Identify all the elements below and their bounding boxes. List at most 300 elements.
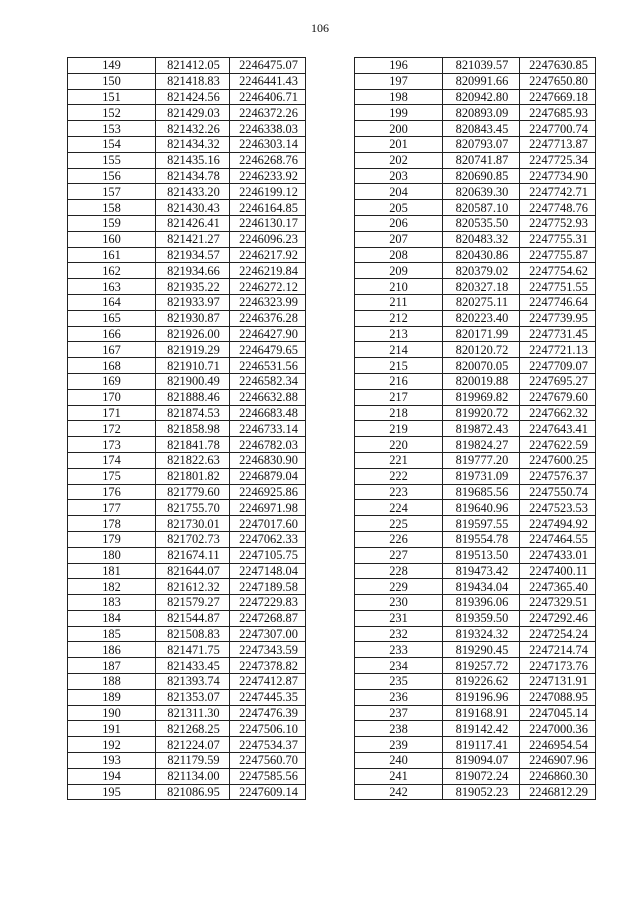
y-coordinate-cell: 2246303.14 xyxy=(230,136,306,152)
coordinate-table-left xyxy=(67,57,306,800)
x-coordinate-cell: 821435.16 xyxy=(156,152,230,168)
point-number-cell: 155 xyxy=(68,152,156,168)
y-coordinate-cell: 2246338.03 xyxy=(230,121,306,137)
table-row xyxy=(68,279,306,295)
point-number-cell: 203 xyxy=(355,168,443,184)
table-row xyxy=(68,73,306,89)
y-coordinate-cell: 2247550.74 xyxy=(520,484,596,500)
point-number-cell: 162 xyxy=(68,263,156,279)
y-coordinate-cell: 2246782.03 xyxy=(230,437,306,453)
point-number-cell: 228 xyxy=(355,563,443,579)
table-row xyxy=(355,358,596,374)
table-row xyxy=(68,626,306,642)
y-coordinate-cell: 2246427.90 xyxy=(230,326,306,342)
x-coordinate-cell: 821919.29 xyxy=(156,342,230,358)
point-number-cell: 160 xyxy=(68,231,156,247)
table-row xyxy=(68,184,306,200)
y-coordinate-cell: 2246272.12 xyxy=(230,279,306,295)
point-number-cell: 234 xyxy=(355,658,443,674)
y-coordinate-cell: 2246954.54 xyxy=(520,737,596,753)
table-row xyxy=(355,294,596,310)
y-coordinate-cell: 2246130.17 xyxy=(230,215,306,231)
y-coordinate-cell: 2247752.93 xyxy=(520,215,596,231)
x-coordinate-cell: 820893.09 xyxy=(443,105,520,121)
x-coordinate-cell: 821429.03 xyxy=(156,105,230,121)
table-row xyxy=(355,579,596,595)
point-number-cell: 217 xyxy=(355,389,443,405)
y-coordinate-cell: 2247229.83 xyxy=(230,595,306,611)
table-row xyxy=(68,152,306,168)
point-number-cell: 152 xyxy=(68,105,156,121)
table-row xyxy=(355,689,596,705)
table-row xyxy=(355,437,596,453)
y-coordinate-cell: 2246475.07 xyxy=(230,58,306,74)
point-number-cell: 208 xyxy=(355,247,443,263)
y-coordinate-cell: 2247685.93 xyxy=(520,105,596,121)
table-row xyxy=(68,642,306,658)
point-number-cell: 241 xyxy=(355,768,443,784)
point-number-cell: 179 xyxy=(68,531,156,547)
point-number-cell: 229 xyxy=(355,579,443,595)
point-number-cell: 230 xyxy=(355,595,443,611)
y-coordinate-cell: 2246217.92 xyxy=(230,247,306,263)
y-coordinate-cell: 2246830.90 xyxy=(230,452,306,468)
y-coordinate-cell: 2247609.14 xyxy=(230,784,306,800)
point-number-cell: 174 xyxy=(68,452,156,468)
x-coordinate-cell: 821801.82 xyxy=(156,468,230,484)
x-coordinate-cell: 821935.22 xyxy=(156,279,230,295)
x-coordinate-cell: 821612.32 xyxy=(156,579,230,595)
table-row xyxy=(68,326,306,342)
y-coordinate-cell: 2246164.85 xyxy=(230,200,306,216)
x-coordinate-cell: 820070.05 xyxy=(443,358,520,374)
x-coordinate-cell: 819554.78 xyxy=(443,531,520,547)
x-coordinate-cell: 821926.00 xyxy=(156,326,230,342)
table-row xyxy=(68,168,306,184)
y-coordinate-cell: 2246441.43 xyxy=(230,73,306,89)
point-number-cell: 193 xyxy=(68,753,156,769)
point-number-cell: 191 xyxy=(68,721,156,737)
y-coordinate-cell: 2247476.39 xyxy=(230,705,306,721)
x-coordinate-cell: 821702.73 xyxy=(156,531,230,547)
table-row xyxy=(68,421,306,437)
table-row xyxy=(355,342,596,358)
table-row xyxy=(355,279,596,295)
table-row xyxy=(68,373,306,389)
y-coordinate-cell: 2246376.28 xyxy=(230,310,306,326)
x-coordinate-cell: 819872.43 xyxy=(443,421,520,437)
point-number-cell: 239 xyxy=(355,737,443,753)
x-coordinate-cell: 820223.40 xyxy=(443,310,520,326)
point-number-cell: 161 xyxy=(68,247,156,263)
table-row xyxy=(68,547,306,563)
y-coordinate-cell: 2246531.56 xyxy=(230,358,306,374)
y-coordinate-cell: 2247131.91 xyxy=(520,674,596,690)
table-row xyxy=(68,358,306,374)
x-coordinate-cell: 820275.11 xyxy=(443,294,520,310)
y-coordinate-cell: 2247630.85 xyxy=(520,58,596,74)
y-coordinate-cell: 2247643.41 xyxy=(520,421,596,437)
y-coordinate-cell: 2247662.32 xyxy=(520,405,596,421)
x-coordinate-cell: 821433.45 xyxy=(156,658,230,674)
table-row xyxy=(68,531,306,547)
x-coordinate-cell: 820587.10 xyxy=(443,200,520,216)
x-coordinate-cell: 819513.50 xyxy=(443,547,520,563)
x-coordinate-cell: 821432.26 xyxy=(156,121,230,137)
point-number-cell: 199 xyxy=(355,105,443,121)
table-row xyxy=(68,294,306,310)
point-number-cell: 175 xyxy=(68,468,156,484)
point-number-cell: 237 xyxy=(355,705,443,721)
y-coordinate-cell: 2247045.14 xyxy=(520,705,596,721)
x-coordinate-cell: 820639.30 xyxy=(443,184,520,200)
x-coordinate-cell: 819640.96 xyxy=(443,500,520,516)
point-number-cell: 224 xyxy=(355,500,443,516)
point-number-cell: 207 xyxy=(355,231,443,247)
y-coordinate-cell: 2247105.75 xyxy=(230,547,306,563)
x-coordinate-cell: 821424.56 xyxy=(156,89,230,105)
x-coordinate-cell: 821311.30 xyxy=(156,705,230,721)
table-row xyxy=(355,389,596,405)
y-coordinate-cell: 2247464.55 xyxy=(520,531,596,547)
y-coordinate-cell: 2247746.64 xyxy=(520,294,596,310)
point-number-cell: 232 xyxy=(355,626,443,642)
x-coordinate-cell: 821779.60 xyxy=(156,484,230,500)
table-row xyxy=(68,215,306,231)
x-coordinate-cell: 819434.04 xyxy=(443,579,520,595)
x-coordinate-cell: 820120.72 xyxy=(443,342,520,358)
y-coordinate-cell: 2247088.95 xyxy=(520,689,596,705)
y-coordinate-cell: 2247523.53 xyxy=(520,500,596,516)
point-number-cell: 204 xyxy=(355,184,443,200)
point-number-cell: 198 xyxy=(355,89,443,105)
x-coordinate-cell: 819117.41 xyxy=(443,737,520,753)
table-row xyxy=(355,547,596,563)
table-row xyxy=(68,784,306,800)
y-coordinate-cell: 2246096.23 xyxy=(230,231,306,247)
point-number-cell: 242 xyxy=(355,784,443,800)
y-coordinate-cell: 2246479.65 xyxy=(230,342,306,358)
y-coordinate-cell: 2247307.00 xyxy=(230,626,306,642)
point-number-cell: 172 xyxy=(68,421,156,437)
point-number-cell: 188 xyxy=(68,674,156,690)
point-number-cell: 154 xyxy=(68,136,156,152)
table-row xyxy=(355,658,596,674)
y-coordinate-cell: 2247748.76 xyxy=(520,200,596,216)
y-coordinate-cell: 2246812.29 xyxy=(520,784,596,800)
x-coordinate-cell: 821874.53 xyxy=(156,405,230,421)
y-coordinate-cell: 2247721.13 xyxy=(520,342,596,358)
coordinate-table-right xyxy=(354,57,596,800)
table-row xyxy=(355,421,596,437)
table-row xyxy=(68,721,306,737)
point-number-cell: 183 xyxy=(68,595,156,611)
table-row xyxy=(355,737,596,753)
point-number-cell: 165 xyxy=(68,310,156,326)
x-coordinate-cell: 820171.99 xyxy=(443,326,520,342)
point-number-cell: 180 xyxy=(68,547,156,563)
x-coordinate-cell: 821471.75 xyxy=(156,642,230,658)
x-coordinate-cell: 819920.72 xyxy=(443,405,520,421)
table-row xyxy=(355,263,596,279)
y-coordinate-cell: 2247650.80 xyxy=(520,73,596,89)
x-coordinate-cell: 821755.70 xyxy=(156,500,230,516)
table-row xyxy=(355,215,596,231)
point-number-cell: 209 xyxy=(355,263,443,279)
x-coordinate-cell: 821421.27 xyxy=(156,231,230,247)
y-coordinate-cell: 2247700.74 xyxy=(520,121,596,137)
table-row xyxy=(355,674,596,690)
x-coordinate-cell: 821268.25 xyxy=(156,721,230,737)
table-row xyxy=(68,405,306,421)
y-coordinate-cell: 2247713.87 xyxy=(520,136,596,152)
x-coordinate-cell: 820843.45 xyxy=(443,121,520,137)
x-coordinate-cell: 820535.50 xyxy=(443,215,520,231)
x-coordinate-cell: 821644.07 xyxy=(156,563,230,579)
point-number-cell: 185 xyxy=(68,626,156,642)
point-number-cell: 214 xyxy=(355,342,443,358)
y-coordinate-cell: 2247494.92 xyxy=(520,516,596,532)
x-coordinate-cell: 821426.41 xyxy=(156,215,230,231)
x-coordinate-cell: 819473.42 xyxy=(443,563,520,579)
x-coordinate-cell: 821434.32 xyxy=(156,136,230,152)
y-coordinate-cell: 2247585.56 xyxy=(230,768,306,784)
table-row xyxy=(68,705,306,721)
table-row xyxy=(68,674,306,690)
point-number-cell: 194 xyxy=(68,768,156,784)
point-number-cell: 200 xyxy=(355,121,443,137)
point-number-cell: 163 xyxy=(68,279,156,295)
x-coordinate-cell: 819196.96 xyxy=(443,689,520,705)
table-row xyxy=(355,516,596,532)
table-row xyxy=(355,768,596,784)
y-coordinate-cell: 2246925.86 xyxy=(230,484,306,500)
point-number-cell: 153 xyxy=(68,121,156,137)
table-row xyxy=(68,563,306,579)
table-row xyxy=(355,610,596,626)
point-number-cell: 205 xyxy=(355,200,443,216)
point-number-cell: 213 xyxy=(355,326,443,342)
table-row xyxy=(68,200,306,216)
table-row xyxy=(68,310,306,326)
x-coordinate-cell: 820430.86 xyxy=(443,247,520,263)
y-coordinate-cell: 2247433.01 xyxy=(520,547,596,563)
y-coordinate-cell: 2247148.04 xyxy=(230,563,306,579)
point-number-cell: 170 xyxy=(68,389,156,405)
y-coordinate-cell: 2246907.96 xyxy=(520,753,596,769)
y-coordinate-cell: 2247173.76 xyxy=(520,658,596,674)
y-coordinate-cell: 2247292.46 xyxy=(520,610,596,626)
point-number-cell: 197 xyxy=(355,73,443,89)
point-number-cell: 186 xyxy=(68,642,156,658)
page-number: 106 xyxy=(311,21,329,35)
x-coordinate-cell: 819597.55 xyxy=(443,516,520,532)
y-coordinate-cell: 2247622.59 xyxy=(520,437,596,453)
table-row xyxy=(355,152,596,168)
table-row xyxy=(355,168,596,184)
table-row xyxy=(68,231,306,247)
point-number-cell: 235 xyxy=(355,674,443,690)
table-row xyxy=(355,595,596,611)
y-coordinate-cell: 2247695.27 xyxy=(520,373,596,389)
x-coordinate-cell: 821888.46 xyxy=(156,389,230,405)
point-number-cell: 166 xyxy=(68,326,156,342)
table-row xyxy=(355,626,596,642)
table-row xyxy=(68,753,306,769)
y-coordinate-cell: 2247017.60 xyxy=(230,516,306,532)
table-row xyxy=(355,705,596,721)
x-coordinate-cell: 819226.62 xyxy=(443,674,520,690)
x-coordinate-cell: 819685.56 xyxy=(443,484,520,500)
y-coordinate-cell: 2247731.45 xyxy=(520,326,596,342)
point-number-cell: 168 xyxy=(68,358,156,374)
x-coordinate-cell: 820379.02 xyxy=(443,263,520,279)
point-number-cell: 177 xyxy=(68,500,156,516)
x-coordinate-cell: 819969.82 xyxy=(443,389,520,405)
point-number-cell: 233 xyxy=(355,642,443,658)
table-row xyxy=(355,326,596,342)
table-row xyxy=(355,468,596,484)
y-coordinate-cell: 2247365.40 xyxy=(520,579,596,595)
table-row xyxy=(68,263,306,279)
x-coordinate-cell: 821933.97 xyxy=(156,294,230,310)
y-coordinate-cell: 2247506.10 xyxy=(230,721,306,737)
x-coordinate-cell: 820690.85 xyxy=(443,168,520,184)
x-coordinate-cell: 820327.18 xyxy=(443,279,520,295)
y-coordinate-cell: 2246879.04 xyxy=(230,468,306,484)
table-row xyxy=(355,105,596,121)
x-coordinate-cell: 821544.87 xyxy=(156,610,230,626)
y-coordinate-cell: 2247755.31 xyxy=(520,231,596,247)
y-coordinate-cell: 2247062.33 xyxy=(230,531,306,547)
point-number-cell: 192 xyxy=(68,737,156,753)
y-coordinate-cell: 2246372.26 xyxy=(230,105,306,121)
point-number-cell: 222 xyxy=(355,468,443,484)
x-coordinate-cell: 821412.05 xyxy=(156,58,230,74)
point-number-cell: 164 xyxy=(68,294,156,310)
y-coordinate-cell: 2247445.35 xyxy=(230,689,306,705)
x-coordinate-cell: 820741.87 xyxy=(443,152,520,168)
point-number-cell: 240 xyxy=(355,753,443,769)
y-coordinate-cell: 2246268.76 xyxy=(230,152,306,168)
x-coordinate-cell: 821934.57 xyxy=(156,247,230,263)
point-number-cell: 195 xyxy=(68,784,156,800)
table-row xyxy=(68,121,306,137)
point-number-cell: 220 xyxy=(355,437,443,453)
point-number-cell: 202 xyxy=(355,152,443,168)
table-row xyxy=(68,136,306,152)
table-row xyxy=(355,484,596,500)
x-coordinate-cell: 821418.83 xyxy=(156,73,230,89)
y-coordinate-cell: 2247679.60 xyxy=(520,389,596,405)
table-row xyxy=(68,452,306,468)
point-number-cell: 210 xyxy=(355,279,443,295)
y-coordinate-cell: 2247400.11 xyxy=(520,563,596,579)
x-coordinate-cell: 819396.06 xyxy=(443,595,520,611)
x-coordinate-cell: 821393.74 xyxy=(156,674,230,690)
x-coordinate-cell: 821086.95 xyxy=(156,784,230,800)
table-row xyxy=(355,310,596,326)
x-coordinate-cell: 821910.71 xyxy=(156,358,230,374)
table-row xyxy=(68,768,306,784)
table-row xyxy=(68,105,306,121)
table-row xyxy=(355,136,596,152)
x-coordinate-cell: 820991.66 xyxy=(443,73,520,89)
x-coordinate-cell: 821508.83 xyxy=(156,626,230,642)
point-number-cell: 181 xyxy=(68,563,156,579)
point-number-cell: 182 xyxy=(68,579,156,595)
y-coordinate-cell: 2247739.95 xyxy=(520,310,596,326)
point-number-cell: 184 xyxy=(68,610,156,626)
point-number-cell: 212 xyxy=(355,310,443,326)
x-coordinate-cell: 821430.43 xyxy=(156,200,230,216)
table-row xyxy=(68,610,306,626)
table-row xyxy=(355,373,596,389)
x-coordinate-cell: 821224.07 xyxy=(156,737,230,753)
x-coordinate-cell: 821353.07 xyxy=(156,689,230,705)
point-number-cell: 206 xyxy=(355,215,443,231)
table-row xyxy=(355,753,596,769)
y-coordinate-cell: 2247214.74 xyxy=(520,642,596,658)
y-coordinate-cell: 2247755.87 xyxy=(520,247,596,263)
point-number-cell: 173 xyxy=(68,437,156,453)
x-coordinate-cell: 819290.45 xyxy=(443,642,520,658)
y-coordinate-cell: 2246971.98 xyxy=(230,500,306,516)
y-coordinate-cell: 2247000.36 xyxy=(520,721,596,737)
y-coordinate-cell: 2247742.71 xyxy=(520,184,596,200)
y-coordinate-cell: 2247268.87 xyxy=(230,610,306,626)
point-number-cell: 221 xyxy=(355,452,443,468)
y-coordinate-cell: 2246406.71 xyxy=(230,89,306,105)
point-number-cell: 171 xyxy=(68,405,156,421)
table-row xyxy=(68,437,306,453)
y-coordinate-cell: 2247751.55 xyxy=(520,279,596,295)
point-number-cell: 196 xyxy=(355,58,443,74)
table-row xyxy=(355,231,596,247)
x-coordinate-cell: 821579.27 xyxy=(156,595,230,611)
table-row xyxy=(68,468,306,484)
x-coordinate-cell: 819168.91 xyxy=(443,705,520,721)
table-row xyxy=(68,737,306,753)
point-number-cell: 159 xyxy=(68,215,156,231)
y-coordinate-cell: 2246233.92 xyxy=(230,168,306,184)
point-number-cell: 158 xyxy=(68,200,156,216)
y-coordinate-cell: 2246582.34 xyxy=(230,373,306,389)
point-number-cell: 226 xyxy=(355,531,443,547)
y-coordinate-cell: 2247600.25 xyxy=(520,452,596,468)
point-number-cell: 215 xyxy=(355,358,443,374)
point-number-cell: 169 xyxy=(68,373,156,389)
point-number-cell: 156 xyxy=(68,168,156,184)
table-row xyxy=(355,563,596,579)
table-row xyxy=(68,689,306,705)
y-coordinate-cell: 2247534.37 xyxy=(230,737,306,753)
point-number-cell: 218 xyxy=(355,405,443,421)
x-coordinate-cell: 820483.32 xyxy=(443,231,520,247)
y-coordinate-cell: 2247378.82 xyxy=(230,658,306,674)
point-number-cell: 227 xyxy=(355,547,443,563)
table-row xyxy=(68,500,306,516)
y-coordinate-cell: 2246860.30 xyxy=(520,768,596,784)
point-number-cell: 149 xyxy=(68,58,156,74)
y-coordinate-cell: 2247754.62 xyxy=(520,263,596,279)
table-row xyxy=(355,247,596,263)
x-coordinate-cell: 821900.49 xyxy=(156,373,230,389)
y-coordinate-cell: 2246219.84 xyxy=(230,263,306,279)
table-row xyxy=(68,484,306,500)
y-coordinate-cell: 2247709.07 xyxy=(520,358,596,374)
table-row xyxy=(68,579,306,595)
